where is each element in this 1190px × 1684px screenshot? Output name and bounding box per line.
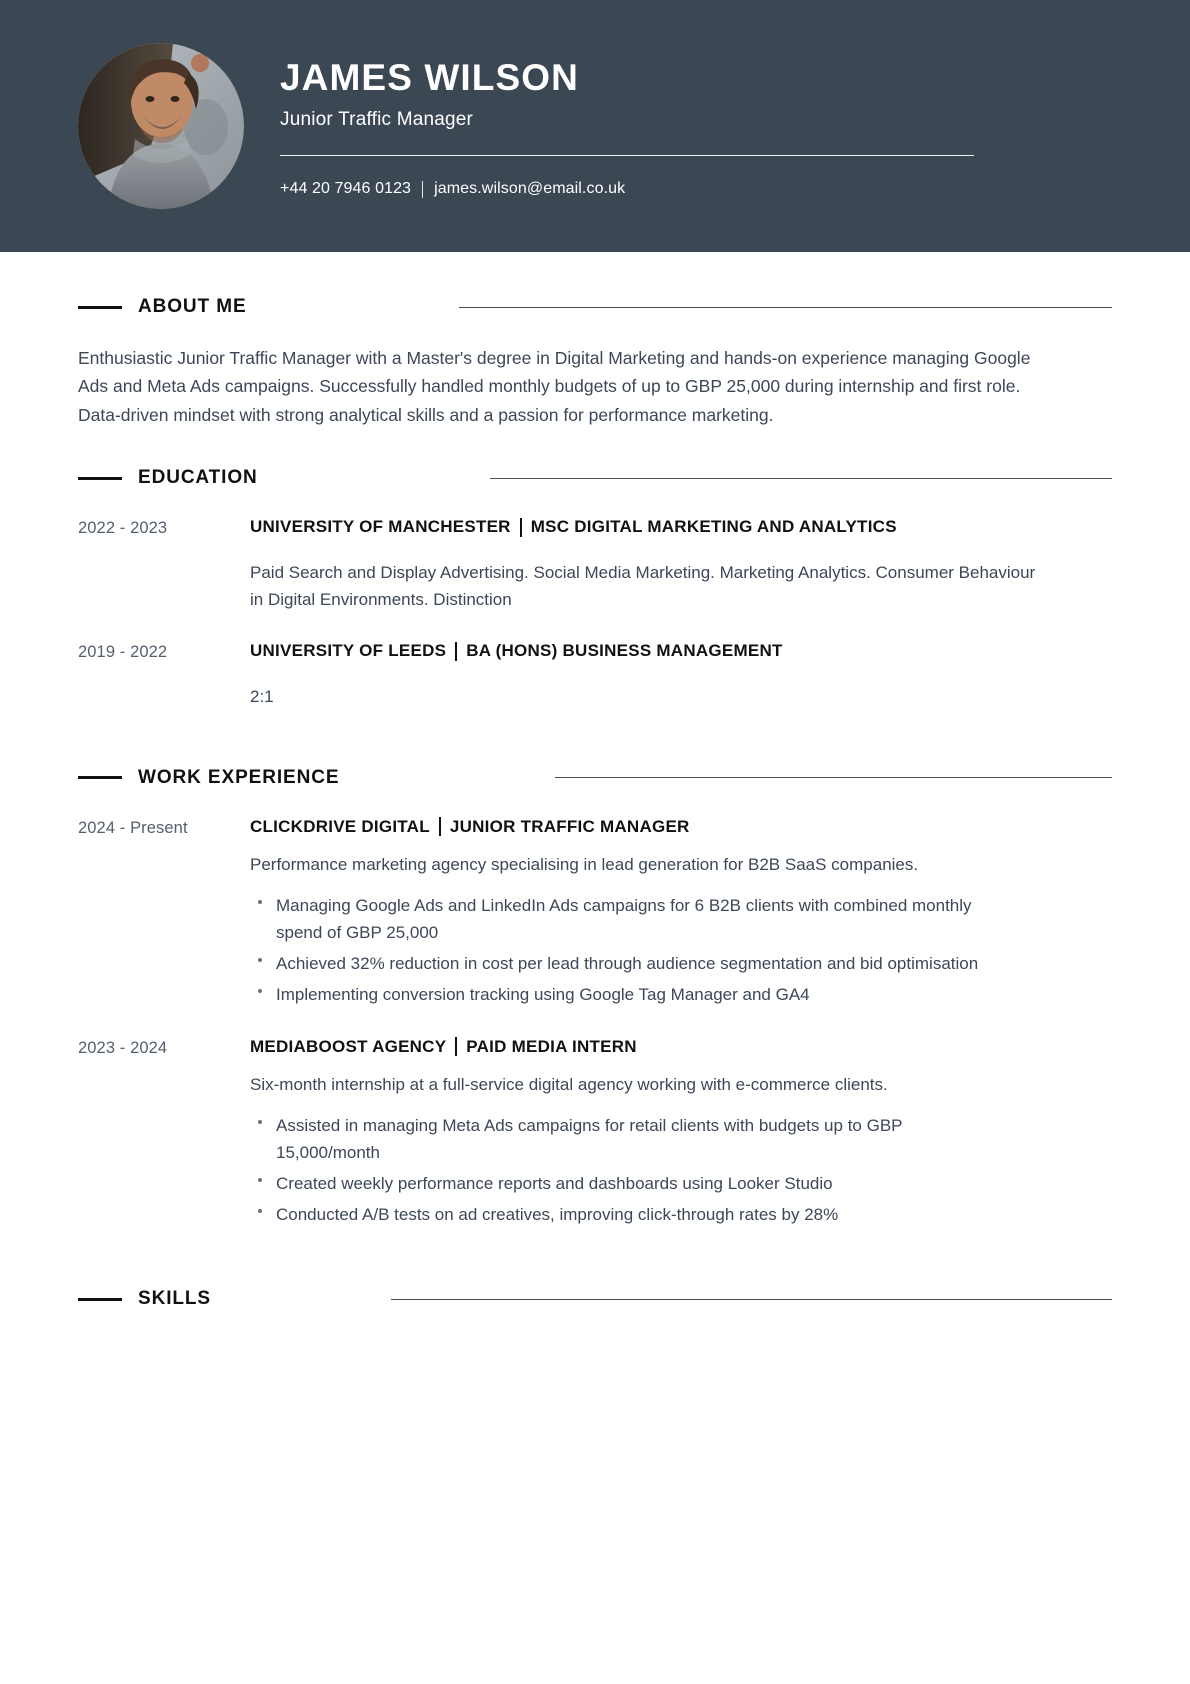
- entry-date: 2019 - 2022: [78, 643, 168, 662]
- entry-title: [250, 641, 1112, 661]
- entry-organisation: CLICKDRIVE DIGITAL: [250, 816, 430, 836]
- section-rule: [555, 777, 1112, 778]
- profile-photo-icon: [78, 43, 244, 209]
- section-header-skills: [78, 1288, 1112, 1310]
- entry-organisation: UNIVERSITY OF LEEDS: [250, 641, 447, 661]
- title-separator: [455, 642, 457, 661]
- entry-title: [250, 817, 1112, 837]
- section-title-work: WORK EXPERIENCE: [138, 766, 340, 788]
- list-item: Managing Google Ads and LinkedIn Ads campaigns for 6 B2B clients with combined monthly spend of GBP 25,000: [250, 892, 1010, 946]
- section-rule: [459, 307, 1112, 308]
- avatar: [78, 43, 244, 209]
- section-title-education: EDUCATION: [138, 467, 258, 489]
- list-item: Implementing conversion tracking using Google Tag Manager and GA4: [250, 981, 1010, 1008]
- entry-organisation: UNIVERSITY OF MANCHESTER: [250, 517, 511, 537]
- entry-description: Performance marketing agency specialising in lead generation for B2B SaaS companies.: [250, 854, 919, 874]
- section-header-education: [78, 467, 1112, 489]
- job-title: Junior Traffic Manager: [280, 109, 474, 131]
- about-paragraph: Enthusiastic Junior Traffic Manager with a Master's degree in Digital Marketing and hands-on experience managing Google Ads and Meta Ads campaigns. Successfully handled monthly budgets of up to GBP 25,000 during internship and first role. Data-driven mindset with strong analytical skills and a passion for performance marketing.: [78, 348, 1031, 425]
- work-entry: [78, 1037, 1112, 1229]
- entry-description: Six-month internship at a full-service digital agency working with e-commerce clients.: [250, 1074, 888, 1094]
- section-header-work: [78, 767, 1112, 789]
- contact-line: [280, 180, 1190, 198]
- section-dash-icon: [78, 477, 122, 480]
- entry-bullets: [250, 1112, 1112, 1229]
- education-entry: [78, 641, 1112, 710]
- entry-description: 2:1: [250, 687, 274, 707]
- entry-bullets: [250, 892, 1112, 1009]
- page-title: JAMES WILSON: [280, 56, 579, 98]
- title-separator: [439, 817, 441, 836]
- section-rule: [490, 478, 1112, 479]
- section-dash-icon: [78, 1298, 122, 1301]
- entry-date: 2024 - Present: [78, 818, 188, 837]
- section-dash-icon: [78, 776, 122, 779]
- list-item: Achieved 32% reduction in cost per lead through audience segmentation and bid optimisation: [250, 950, 1010, 977]
- header-divider: [280, 155, 974, 156]
- email-address[interactable]: james.wilson@email.co.uk: [434, 180, 626, 198]
- title-separator: [520, 518, 522, 537]
- section-title-about: ABOUT ME: [138, 296, 247, 317]
- entry-date: 2022 - 2023: [78, 519, 168, 538]
- resume-header: [0, 0, 1190, 252]
- entry-description: Paid Search and Display Advertising. Social Media Marketing. Marketing Analytics. Consumer Behaviour in Digital Environments. Distinction: [250, 563, 1036, 610]
- entry-title: [250, 1037, 1112, 1057]
- entry-role: JUNIOR TRAFFIC MANAGER: [449, 816, 690, 836]
- section-dash-icon: [78, 306, 122, 309]
- section-rule: [391, 1299, 1112, 1300]
- list-item: Created weekly performance reports and dashboards using Looker Studio: [250, 1170, 1010, 1197]
- phone-number[interactable]: +44 20 7946 0123: [280, 180, 412, 198]
- entry-organisation: MEDIABOOST AGENCY: [250, 1036, 447, 1056]
- title-separator: [455, 1037, 457, 1056]
- education-entry: [78, 517, 1112, 613]
- entry-role: PAID MEDIA INTERN: [466, 1036, 637, 1056]
- entry-role: MSC DIGITAL MARKETING AND ANALYTICS: [530, 517, 897, 537]
- list-item: Conducted A/B tests on ad creatives, improving click-through rates by 28%: [250, 1201, 1010, 1228]
- entry-title: [250, 517, 1112, 537]
- section-title-skills: SKILLS: [138, 1288, 211, 1310]
- entry-role: BA (HONS) BUSINESS MANAGEMENT: [466, 641, 783, 661]
- section-header-about: [78, 296, 1112, 318]
- resume-body: [0, 252, 1190, 1310]
- entry-date: 2023 - 2024: [78, 1038, 168, 1057]
- header-text-block: [280, 54, 1190, 199]
- work-entry: [78, 817, 1112, 1009]
- list-item: Assisted in managing Meta Ads campaigns for retail clients with budgets up to GBP 15,000/month: [250, 1112, 1010, 1166]
- contact-separator: [422, 181, 423, 198]
